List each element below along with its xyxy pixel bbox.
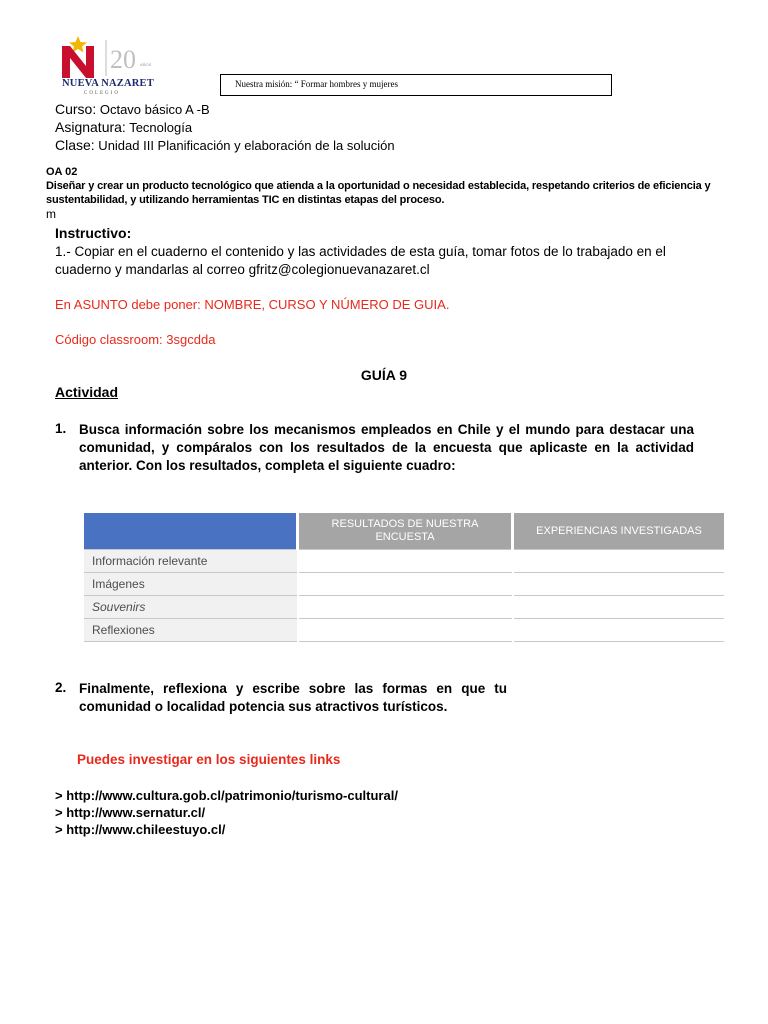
activity-title: Actividad xyxy=(55,384,119,400)
asunto-note: En ASUNTO debe poner: NOMBRE, CURSO Y NÚMERO DE GUIA. xyxy=(55,297,450,312)
table-header-experiences: EXPERIENCIAS INVESTIGADAS xyxy=(513,513,725,550)
question-2-text: Finalmente, reflexiona y escribe sobre las formas en que tu comunidad o localidad potencia sus atractivos turísticos. xyxy=(79,681,507,714)
table-header-row xyxy=(84,513,724,550)
oa-code: OA 02 xyxy=(46,166,78,178)
table-cell xyxy=(513,619,725,642)
asignatura-value: Tecnología xyxy=(125,120,193,135)
instructivo-text: 1.- Copiar en el cuaderno el contenido y las actividades de esta guía, tomar fotos de lo trabajado en el cuaderno y mandarlas al correo gfritz@colegionuevanazaret.cl xyxy=(55,244,666,277)
oa-extra: m xyxy=(46,207,56,221)
asignatura-line xyxy=(55,119,192,135)
table-cell xyxy=(513,550,725,573)
table-cell xyxy=(298,573,513,596)
clase-value: Unidad III Planificación y elaboración de la solución xyxy=(94,138,395,153)
clase-line xyxy=(55,137,395,153)
curso-line xyxy=(55,101,210,117)
table-row xyxy=(84,596,724,619)
svg-text:20: 20 xyxy=(110,45,136,74)
links-title: Puedes investigar en los siguientes links xyxy=(77,752,341,767)
link-cultura[interactable]: > http://www.cultura.gob.cl/patrimonio/turismo-cultural/ xyxy=(55,788,398,803)
link-chileestuyo[interactable]: > http://www.chileestuyo.cl/ xyxy=(55,822,226,837)
oa-text: Diseñar y crear un producto tecnológico que atienda a la oportunidad o necesidad establecida, respetando criterios de eficiencia y sustentabilidad, y utilizando herramientas TIC en distintas etapas del proceso. xyxy=(46,180,711,206)
row-label-info: Información relevante xyxy=(84,550,298,573)
question-1-number: 1. xyxy=(55,421,67,436)
school-subtitle: COLEGIO xyxy=(84,91,120,96)
classroom-code: Código classroom: 3sgcdda xyxy=(55,332,216,347)
table-header-blank xyxy=(84,513,298,550)
table-cell xyxy=(513,573,725,596)
row-label-reflections: Reflexiones xyxy=(84,619,298,642)
table-cell xyxy=(298,596,513,619)
question-1-text: Busca información sobre los mecanismos empleados en Chile y el mundo para destacar una comunidad, y compáralos con los resultados de la encuesta que aplicaste en la actividad anterior. Con los resultados, completa el siguiente cuadro: xyxy=(79,422,694,473)
link-sernatur[interactable]: > http://www.sernatur.cl/ xyxy=(55,805,206,820)
table-cell xyxy=(298,550,513,573)
school-name: NUEVA NAZARET xyxy=(62,78,154,89)
table-row xyxy=(84,573,724,596)
instructivo-title: Instructivo: xyxy=(55,225,132,241)
curso-label: Curso: xyxy=(55,101,97,117)
table-cell xyxy=(298,619,513,642)
clase-label: Clase: xyxy=(55,137,95,153)
row-label-images: Imágenes xyxy=(84,573,298,596)
question-2-number: 2. xyxy=(55,680,67,695)
curso-value: Octavo básico A -B xyxy=(96,102,210,117)
asignatura-label: Asignatura: xyxy=(55,119,126,135)
row-label-souvenirs: Souvenirs xyxy=(84,596,298,619)
results-table xyxy=(84,513,724,642)
school-crest-icon xyxy=(56,32,156,80)
svg-text:AÑOS: AÑOS xyxy=(140,62,152,67)
mission-box: Nuestra misión: “ Formar hombres y mujeres xyxy=(220,74,612,96)
table-header-survey: RESULTADOS DE NUESTRA ENCUESTA xyxy=(298,513,513,550)
table-cell xyxy=(513,596,725,619)
guide-title: GUÍA 9 xyxy=(360,367,408,383)
table-row xyxy=(84,550,724,573)
table-row xyxy=(84,619,724,642)
